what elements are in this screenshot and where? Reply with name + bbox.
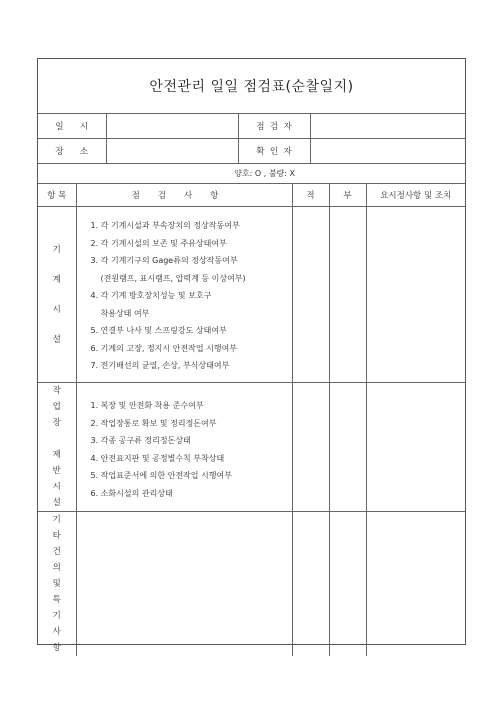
check-item: 1. 복장 및 안전화 착용 준수여부 [90, 401, 204, 410]
check-item: 착용상태 여부 [100, 308, 150, 318]
col-item: 항 목 [38, 184, 76, 207]
action-cell[interactable] [366, 207, 465, 383]
check-item: 3. 각 기계기구의 Gage류의 정상작동여부 [90, 256, 238, 265]
section-label-char: 타 [52, 531, 61, 541]
section-label-char [55, 431, 58, 447]
col-fail: 부 [329, 184, 366, 207]
section-label-char: 장 [52, 418, 61, 428]
section-row-machine [38, 207, 465, 383]
check-item: 6. 기계의 고장, 정지시 안전작업 시행여부 [90, 343, 238, 353]
section-label-char: 설 [52, 334, 61, 345]
fail-cell[interactable] [329, 383, 366, 512]
section-label-char: 의 [52, 563, 61, 573]
inspection-form [37, 58, 466, 653]
info-table [38, 114, 465, 164]
inspector-field[interactable] [310, 114, 465, 139]
checklist-table [38, 184, 465, 656]
section-label-char: 시 [52, 482, 61, 492]
section-label-char: 설 [52, 498, 61, 508]
section-row-workplace [38, 383, 465, 512]
inspector-label: 점 검 자 [238, 114, 310, 139]
check-item: (전원램프, 표시램프, 압력계 등 이상여부) [100, 273, 246, 283]
check-item: 4. 안전표지판 및 공정별수칙 부착상태 [90, 453, 225, 463]
section-label-char: 기 [52, 244, 61, 255]
section-label-char: 특 [52, 595, 61, 605]
pass-cell[interactable] [292, 383, 329, 512]
section-row-other [38, 512, 465, 657]
check-item: 5. 작업표준서에 의한 안전작업 시행여부 [90, 471, 232, 480]
section-label-char: 업 [52, 402, 61, 412]
legend: 양호: O , 불량: X [38, 164, 465, 184]
section-label-workplace [38, 383, 76, 512]
section-label-char: 제 [52, 450, 61, 460]
section-label-char: 기 [52, 611, 61, 621]
fail-cell[interactable] [329, 207, 366, 383]
confirmer-label: 확 인 자 [238, 139, 310, 164]
check-item: 6. 소화시설의 관리상태 [90, 488, 173, 498]
confirmer-field[interactable] [310, 139, 465, 164]
section-label-machine [38, 207, 76, 383]
place-label: 장 소 [38, 139, 106, 164]
section-label-char: 및 [52, 579, 61, 589]
col-check: 점검사항 [76, 184, 292, 207]
section-label-char: 기 [52, 515, 61, 525]
date-label: 일 시 [38, 114, 106, 139]
section-label-char: 작 [52, 386, 61, 396]
check-item: 2. 각 기계시설의 보존 및 주유상태여부 [90, 238, 227, 248]
pass-cell[interactable] [292, 512, 329, 657]
check-item: 1. 각 기계시설과 부속장치의 정상작동여부 [90, 221, 240, 230]
date-field[interactable] [106, 114, 238, 139]
check-item: 5. 연결부 나사 및 스프링강도 상태여부 [90, 326, 227, 335]
section-items-workplace [76, 383, 292, 512]
section-label-char: 시 [52, 304, 61, 315]
fail-cell[interactable] [329, 512, 366, 657]
section-label-char: 건 [52, 547, 61, 557]
check-item: 7. 전기배선의 균열, 손상, 부식상태여부 [90, 361, 230, 370]
section-items-other[interactable] [76, 512, 292, 657]
col-pass: 적 [292, 184, 329, 207]
section-items-machine [76, 207, 292, 383]
check-item: 2. 작업장통로 확보 및 정리정돈여부 [90, 418, 217, 428]
pass-cell[interactable] [292, 207, 329, 383]
section-label-other [38, 512, 76, 657]
check-item: 4. 각 기계 방호장치성능 및 보호구 [90, 291, 212, 300]
place-field[interactable] [106, 139, 238, 164]
check-item: 3. 각종 공구류 정리정돈상태 [90, 436, 191, 445]
col-action: 요시정사항 및 조치 [366, 184, 465, 207]
section-label-char: 계 [52, 274, 61, 285]
section-label-char: 반 [52, 466, 61, 476]
section-label-char: 항 [52, 643, 61, 653]
form-title: 안전관리 일일 점검표(순찰일지) [38, 59, 465, 114]
section-label-char: 사 [52, 627, 61, 637]
action-cell[interactable] [366, 383, 465, 512]
action-cell[interactable] [366, 512, 465, 657]
